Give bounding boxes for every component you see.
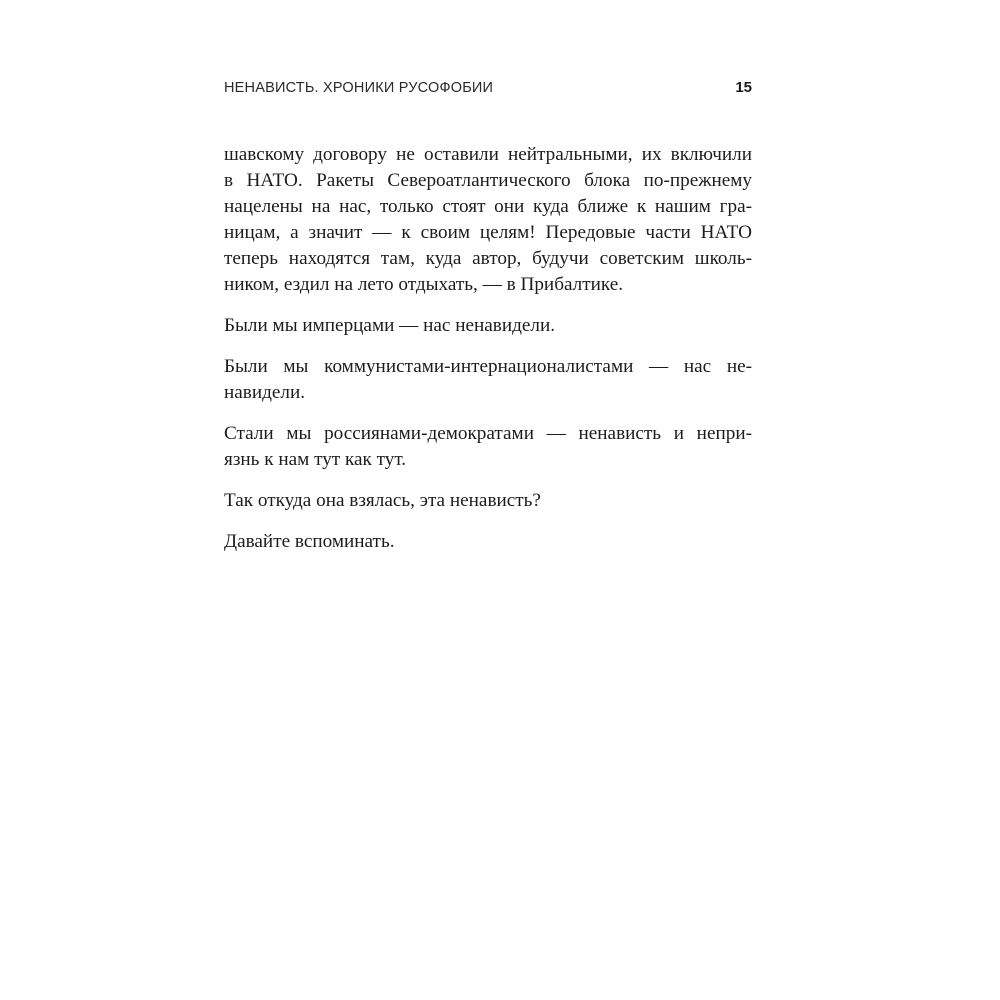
text-line: шавскому договору не оставили нейтральными, их включили xyxy=(224,144,752,165)
running-title: НЕНАВИСТЬ. ХРОНИКИ РУСОФОБИИ xyxy=(224,80,494,96)
text-line: теперь находятся там, куда автор, будучи советским школь- xyxy=(224,248,752,269)
text-line: ницам, а значит — к своим целям! Передовые части НАТО xyxy=(224,222,752,243)
text-line: нацелены на нас, только стоят они куда ближе к нашим гра- xyxy=(224,196,752,217)
page-number: 15 xyxy=(735,79,752,96)
paragraph xyxy=(224,488,752,514)
paragraph xyxy=(224,313,752,339)
text-line: язнь к нам тут как тут. xyxy=(224,449,407,470)
text-line: Так откуда она взялась, эта ненависть? xyxy=(224,490,541,511)
body-text xyxy=(224,142,752,570)
text-line: Давайте вспоминать. xyxy=(224,531,395,552)
text-line: Были мы коммунистами-интернационалистами — нас не- xyxy=(224,356,752,377)
paragraph xyxy=(224,354,752,406)
paragraph xyxy=(224,421,752,473)
paragraph xyxy=(224,142,752,298)
text-line: в НАТО. Ракеты Североатлантического блока по-прежнему xyxy=(224,170,752,191)
text-line: навидели. xyxy=(224,382,306,403)
paragraph xyxy=(224,529,752,555)
text-line: Стали мы россиянами-демократами — ненависть и непри- xyxy=(224,423,752,444)
text-line: ником, ездил на лето отдыхать, — в Прибалтике. xyxy=(224,274,624,295)
running-head xyxy=(224,76,752,100)
text-line: Были мы имперцами — нас ненавидели. xyxy=(224,315,556,336)
